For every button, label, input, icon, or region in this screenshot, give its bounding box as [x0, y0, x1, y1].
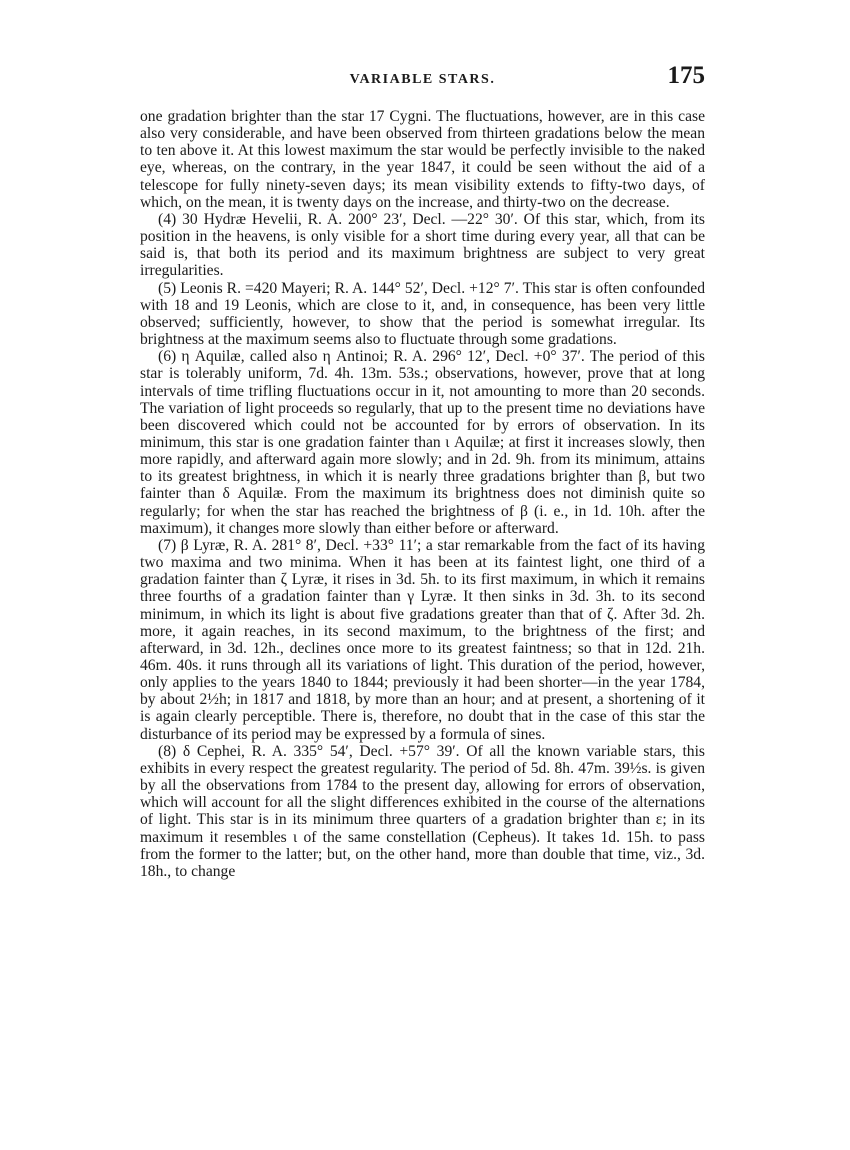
page-number: 175 — [667, 62, 705, 89]
book-page — [140, 58, 705, 880]
paragraph-leonis: (5) Leonis R. =420 Mayeri; R. A. 144° 52′, Decl. +12° 7′. This star is often confounded with 18 and 19 Leonis, which are close to it, and, in consequence, has been very little observed; sufficiently, however, to show that the period is somewhat irregular. Its brightness at the maximum seems also to fluctuate through some gradations. — [140, 279, 705, 349]
paragraph-lyrae: (7) β Lyræ, R. A. 281° 8′, Decl. +33° 11′; a star remarkable from the fact of its having two maxima and two minima. When it has been at its faintest light, one third of a gradation fainter than ζ Lyræ, it rises in 3d. 5h. to its first maximum, in which it remains three fourths of a gradation fainter than γ Lyræ. It then sinks in 3d. 3h. to its second minimum, in which its light is about five gradations greater than that of ζ. After 3d. 2h. more, it again reaches, in its second maximum, to the brightness of the first; and afterward, in 3d. 12h., declines once more to its greatest faintness; so that in 12d. 21h. 46m. 40s. it runs through all its variations of light. This duration of the period, however, only applies to the years 1840 to 1844; previously it had been shorter—in the year 1784, by about 2½h; in 1817 and 1818, by more than an hour; and at present, a shortening of it is again clearly perceptible. There is, therefore, no doubt that in the case of this star the disturbance of its period may be expressed by a formula of sines. — [140, 536, 705, 743]
running-title: VARIABLE STARS. — [349, 72, 496, 87]
page-header — [140, 58, 705, 98]
body-text — [140, 108, 705, 880]
paragraph-cephei: (8) δ Cephei, R. A. 335° 54′, Decl. +57° 39′. Of all the known variable stars, this exhibits in every respect the greatest regularity. The period of 5d. 8h. 47m. 39½s. is given by all the observations from 1784 to the present day, allowing for errors of observation, which will account for all the slight differences exhibited in the course of the alternations of light. This star is in its minimum three quarters of a gradation brighter than ε; in its maximum it resembles ι of the same constellation (Cepheus). It takes 1d. 15h. to pass from the former to the latter; but, on the other hand, more than double that time, viz., 3d. 18h., to change — [140, 742, 705, 880]
paragraph-hydrae: (4) 30 Hydræ Hevelii, R. A. 200° 23′, Decl. —22° 30′. Of this star, which, from its position in the heavens, is only visible for a short time during every year, all that can be said is, that both its period and its maximum brightness are subject to very great irregularities. — [140, 210, 705, 280]
paragraph-aquilae: (6) η Aquilæ, called also η Antinoi; R. A. 296° 12′, Decl. +0° 37′. The period of this star is tolerably uniform, 7d. 4h. 13m. 53s.; observations, however, prove that at long intervals of time trifling fluctuations occur in it, not amounting to more than 20 seconds. The variation of light proceeds so regularly, that up to the present time no deviations have been discovered which could not be accounted for by errors of observation. In its minimum, this star is one gradation fainter than ι Aquilæ; at first it increases slowly, then more rapidly, and afterward again more slowly; and in 2d. 9h. from its minimum, attains to its greatest brightness, in which it is nearly three gradations brighter than β, but two fainter than δ Aquilæ. From the maximum its brightness does not diminish quite so regularly; for when the star has reached the brightness of β (i. e., in 1d. 10h. after the maximum), it changes more slowly than either before or afterward. — [140, 348, 705, 537]
paragraph-continued: one gradation brighter than the star 17 Cygni. The fluctuations, however, are in this case also very considerable, and have been observed from thirteen gradations below the mean to ten above it. At this lowest maximum the star would be perfectly invisible to the naked eye, whereas, on the contrary, in the year 1847, it could be seen without the aid of a telescope for fully ninety-seven days; its mean visibility extends to fifty-two days, of which, on the mean, it is twenty days on the increase, and thirty-two on the decrease. — [140, 108, 705, 211]
